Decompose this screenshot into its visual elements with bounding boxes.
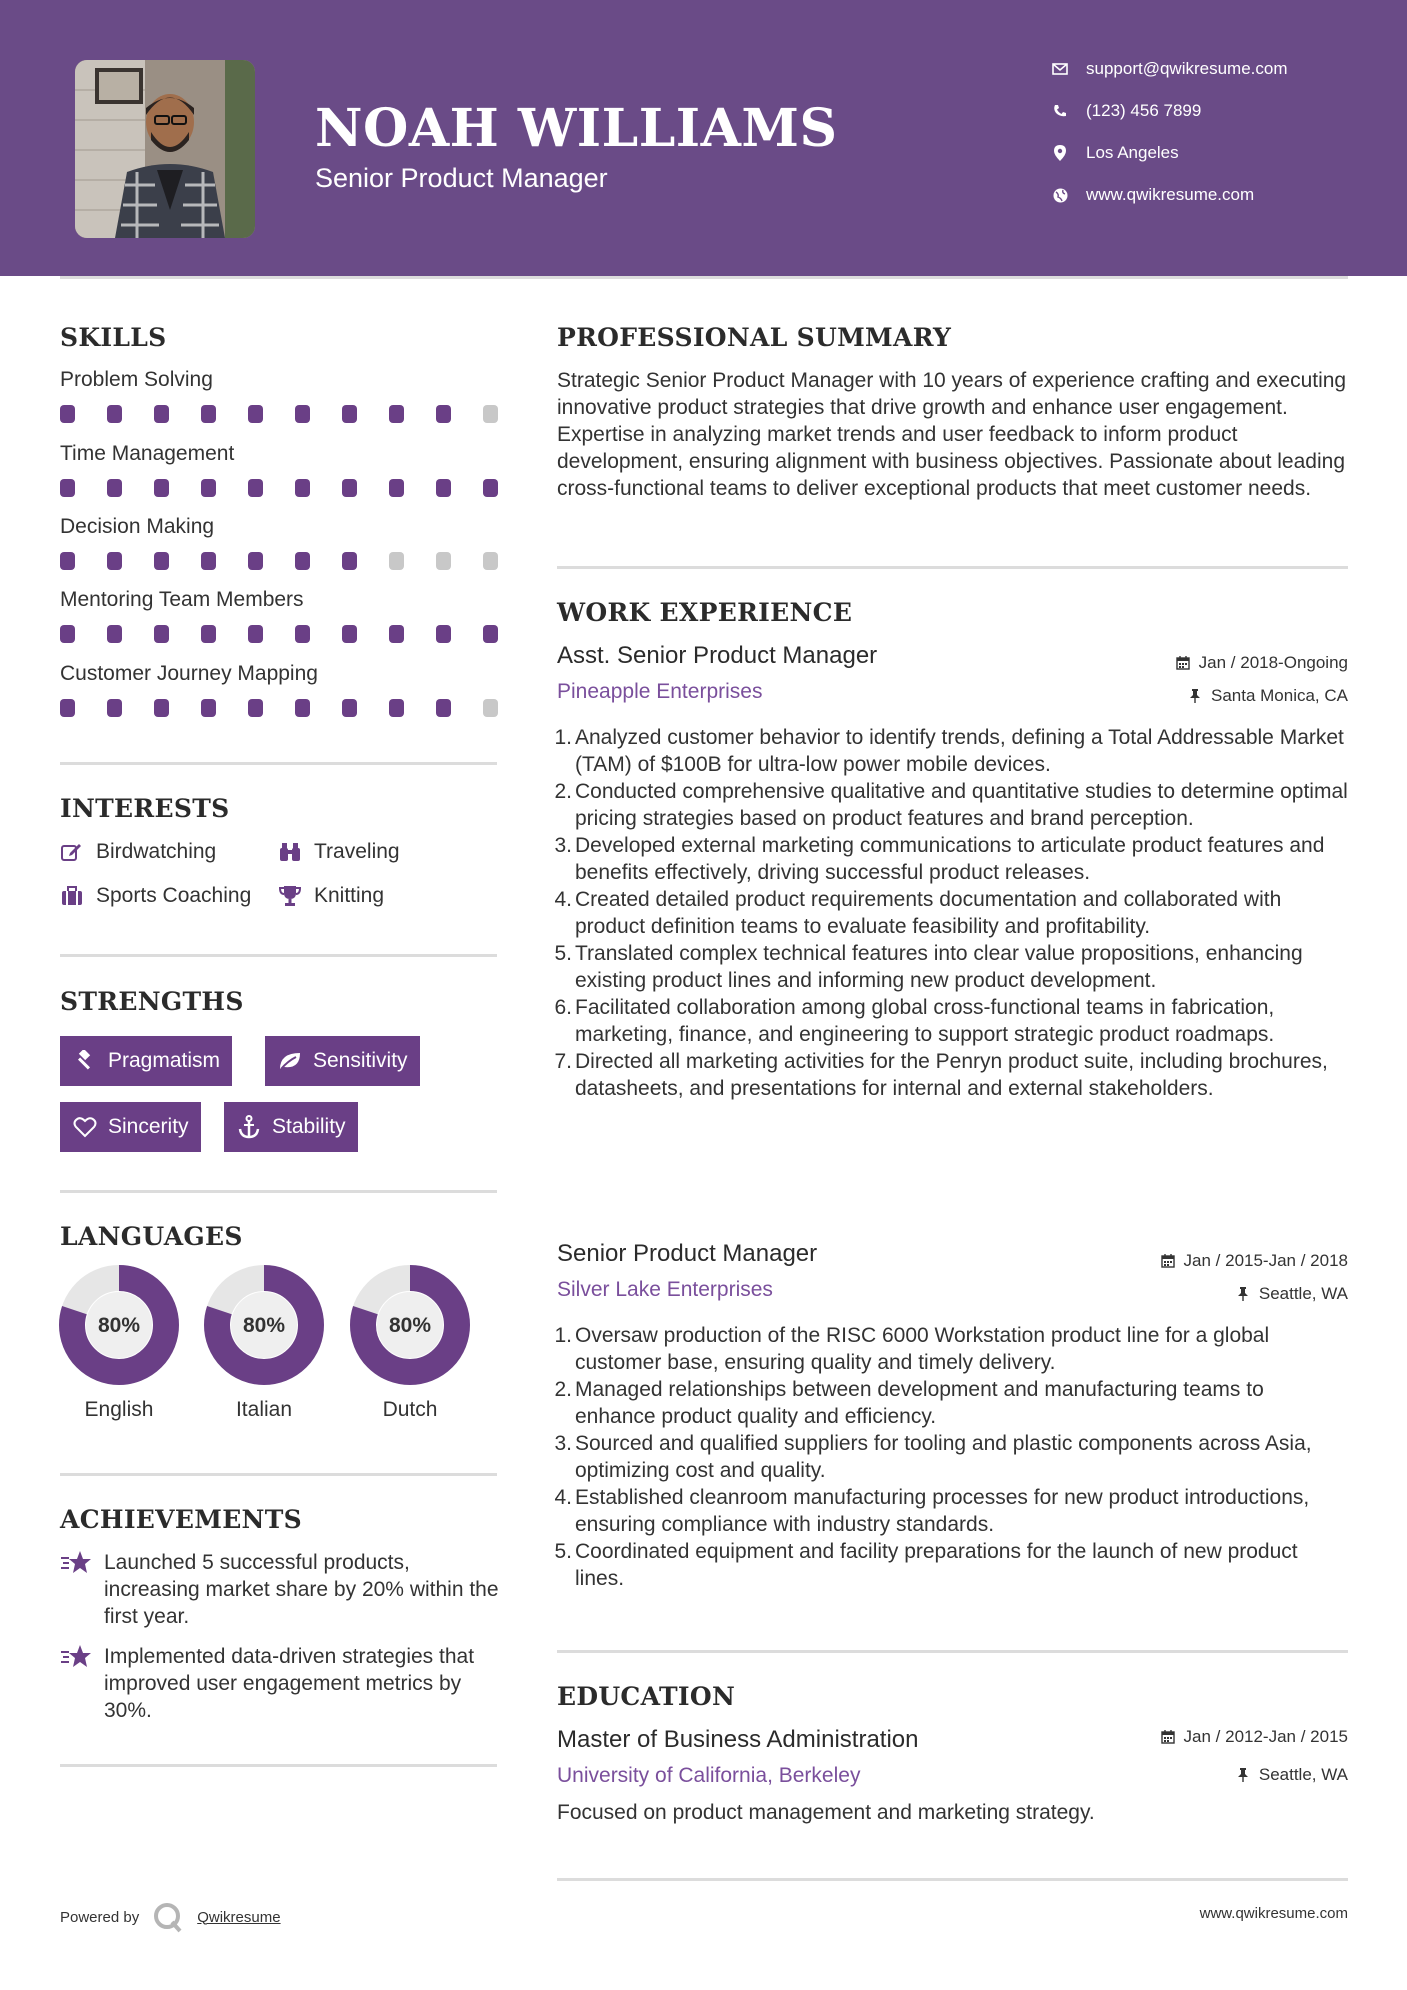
skill-dot bbox=[154, 699, 169, 717]
section-divider bbox=[557, 566, 1348, 569]
skill-dot bbox=[436, 479, 451, 497]
skill-dot bbox=[107, 479, 122, 497]
language-percent: 80% bbox=[97, 1314, 141, 1337]
job-title: Asst. Senior Product Manager bbox=[557, 642, 878, 669]
interest-item bbox=[278, 838, 400, 866]
skill-dot bbox=[436, 552, 451, 570]
job-bullets bbox=[550, 724, 1350, 1102]
contact-website-text: www.qwikresume.com bbox=[1086, 185, 1255, 204]
strength-label: Sincerity bbox=[108, 1115, 189, 1138]
bullet-text: Translated complex technical features into clear value propositions, enhancing existing product lines and informing new product development. bbox=[575, 942, 1303, 992]
language-item bbox=[58, 1264, 180, 1422]
skill-dot bbox=[60, 552, 75, 570]
job-location-text: Santa Monica, CA bbox=[1210, 686, 1348, 705]
skill-dot bbox=[295, 552, 310, 570]
powered-by-text: Powered by bbox=[60, 1908, 140, 1926]
achievement-item bbox=[60, 1549, 500, 1630]
bullet-text: Directed all marketing activities for the Penryn product suite, including brochures, datasheets, and presentations for internal and external stakeholders. bbox=[575, 1050, 1328, 1100]
summary-title: PROFESSIONAL SUMMARY bbox=[557, 323, 952, 352]
interest-item bbox=[60, 882, 251, 910]
bullet-number: 4. bbox=[554, 888, 572, 911]
pin-icon bbox=[1235, 1767, 1251, 1783]
skill-dot bbox=[342, 552, 357, 570]
skill-dot bbox=[154, 405, 169, 423]
contact-phone[interactable] bbox=[1050, 96, 1380, 126]
education-location bbox=[1235, 1765, 1348, 1785]
section-divider bbox=[60, 1764, 497, 1767]
footer-url[interactable]: www.qwikresume.com bbox=[1199, 1905, 1348, 1922]
skill-rating bbox=[60, 625, 500, 643]
briefcase-icon bbox=[60, 884, 84, 908]
skill-dot bbox=[436, 699, 451, 717]
map-marker-icon bbox=[1050, 143, 1070, 163]
skill-dot bbox=[154, 625, 169, 643]
bullet-number: 1. bbox=[554, 1324, 572, 1347]
language-item bbox=[203, 1264, 325, 1422]
bullet-text: Conducted comprehensive qualitative and quantitative studies to determine optimal pricing strategies based on product features and brand perception. bbox=[575, 780, 1348, 830]
edit-icon bbox=[60, 840, 84, 864]
bullet-number: 2. bbox=[554, 780, 572, 803]
job-bullet bbox=[550, 886, 1350, 940]
bullet-text: Analyzed customer behavior to identify trends, defining a Total Addressable Market (TAM) of $100B for ultra-low power mobile devices. bbox=[575, 726, 1344, 776]
strength-tag bbox=[265, 1036, 420, 1086]
education-title: EDUCATION bbox=[557, 1682, 736, 1711]
skill-dot bbox=[201, 479, 216, 497]
skill-dot bbox=[483, 552, 498, 570]
bullet-text: Coordinated equipment and facility preparations for the launch of new product lines. bbox=[575, 1540, 1298, 1590]
skill-dot bbox=[201, 699, 216, 717]
skill-dot bbox=[248, 552, 263, 570]
skill-dot bbox=[389, 625, 404, 643]
education-degree: Master of Business Administration bbox=[557, 1726, 919, 1753]
job-date bbox=[1175, 653, 1348, 673]
skill-rating bbox=[60, 405, 500, 423]
qwikresume-link[interactable]: Qwikresume bbox=[197, 1908, 281, 1926]
language-progress-ring bbox=[203, 1264, 325, 1386]
skill-dot bbox=[107, 625, 122, 643]
skill-dot bbox=[389, 479, 404, 497]
skill-dot bbox=[248, 625, 263, 643]
envelope-icon bbox=[1050, 59, 1070, 79]
skill-label: Problem Solving bbox=[60, 368, 213, 391]
skill-dot bbox=[107, 405, 122, 423]
achievement-text: Implemented data-driven strategies that improved user engagement metrics by 30%. bbox=[104, 1645, 475, 1722]
skill-dot bbox=[248, 479, 263, 497]
skill-dot bbox=[154, 552, 169, 570]
job-location bbox=[1235, 1284, 1348, 1304]
calendar-icon bbox=[1175, 655, 1191, 671]
skill-dot bbox=[389, 405, 404, 423]
bullet-number: 1. bbox=[554, 726, 572, 749]
skill-rating bbox=[60, 699, 500, 717]
skill-dot bbox=[60, 405, 75, 423]
bullet-text: Developed external marketing communications to articulate product features and benefits effectively, driving successful product releases. bbox=[575, 834, 1325, 884]
calendar-icon bbox=[1160, 1253, 1176, 1269]
skill-dot bbox=[107, 699, 122, 717]
skill-dot bbox=[483, 699, 498, 717]
education-description: Focused on product management and marketing strategy. bbox=[557, 1801, 1095, 1824]
section-divider bbox=[557, 1650, 1348, 1653]
skill-dot bbox=[295, 699, 310, 717]
skill-dot bbox=[201, 552, 216, 570]
skill-dot bbox=[295, 479, 310, 497]
skill-dot bbox=[342, 405, 357, 423]
job-company: Pineapple Enterprises bbox=[557, 680, 763, 703]
skill-dot bbox=[60, 479, 75, 497]
pin-icon bbox=[1187, 688, 1203, 704]
education-school: University of California, Berkeley bbox=[557, 1764, 861, 1787]
language-percent: 80% bbox=[388, 1314, 432, 1337]
trophy-icon bbox=[278, 884, 302, 908]
candidate-name: NOAH WILLIAMS bbox=[315, 98, 838, 159]
bullet-number: 6. bbox=[554, 996, 572, 1019]
skill-dot bbox=[389, 699, 404, 717]
skill-dot bbox=[483, 625, 498, 643]
skills-title: SKILLS bbox=[60, 323, 167, 352]
strength-tag bbox=[60, 1102, 201, 1152]
job-bullet bbox=[550, 1322, 1350, 1376]
job-title: Senior Product Manager bbox=[557, 1240, 818, 1267]
skill-dot bbox=[436, 405, 451, 423]
globe-icon bbox=[1050, 185, 1070, 205]
job-bullet bbox=[550, 724, 1350, 778]
contact-website[interactable] bbox=[1050, 180, 1380, 210]
profile-photo bbox=[75, 60, 255, 238]
job-bullet bbox=[550, 1048, 1350, 1102]
language-label: English bbox=[84, 1398, 154, 1421]
interest-item bbox=[278, 882, 384, 910]
bullet-text: Oversaw production of the RISC 6000 Workstation product line for a global customer base, ensuring quality and timely delivery. bbox=[575, 1324, 1270, 1374]
skill-dot bbox=[436, 625, 451, 643]
anchor-icon bbox=[236, 1114, 262, 1140]
job-company: Silver Lake Enterprises bbox=[557, 1278, 773, 1301]
languages-title: LANGUAGES bbox=[60, 1222, 243, 1251]
skill-dot bbox=[107, 552, 122, 570]
education-date-text: Jan / 2012-Jan / 2015 bbox=[1183, 1727, 1348, 1746]
bullet-text: Facilitated collaboration among global cross-functional teams in fabrication, marketing, finance, and engineering to support strategic product roadmaps. bbox=[575, 996, 1275, 1046]
contact-phone-text: (123) 456 7899 bbox=[1086, 101, 1202, 120]
job-bullet bbox=[550, 778, 1350, 832]
skill-label: Customer Journey Mapping bbox=[60, 662, 318, 685]
summary-text: Strategic Senior Product Manager with 10 years of experience crafting and executing innovative product strategies that drive growth and enhance user engagement. Expertise in analyzing market trends and user feedback to inform product development, ensuring alignment with business objectives. Passionate about leading cross-functional teams to deliver exceptional products that meet customer needs. bbox=[557, 369, 1347, 500]
interest-label: Knitting bbox=[314, 884, 385, 907]
leaf-icon bbox=[277, 1048, 303, 1074]
section-divider bbox=[60, 762, 497, 765]
language-progress-ring bbox=[349, 1264, 471, 1386]
skill-dot bbox=[248, 405, 263, 423]
skill-rating bbox=[60, 479, 500, 497]
job-bullet bbox=[550, 1538, 1350, 1592]
gavel-icon bbox=[72, 1048, 98, 1074]
section-divider bbox=[60, 1190, 497, 1193]
section-divider bbox=[557, 1878, 1348, 1881]
skill-dot bbox=[60, 699, 75, 717]
contact-location-text: Los Angeles bbox=[1086, 143, 1179, 162]
language-percent: 80% bbox=[242, 1314, 286, 1337]
job-bullets bbox=[550, 1322, 1350, 1592]
job-location bbox=[1187, 686, 1348, 706]
skill-label: Mentoring Team Members bbox=[60, 588, 304, 611]
calendar-icon bbox=[1160, 1729, 1176, 1745]
phone-icon bbox=[1050, 101, 1070, 121]
skill-dot bbox=[483, 405, 498, 423]
job-bullet bbox=[550, 1430, 1350, 1484]
achievement-item bbox=[60, 1643, 500, 1724]
language-label: Dutch bbox=[382, 1398, 438, 1421]
strength-label: Pragmatism bbox=[108, 1049, 221, 1072]
skill-dot bbox=[201, 625, 216, 643]
skill-dot bbox=[295, 625, 310, 643]
skill-dot bbox=[295, 405, 310, 423]
bullet-text: Managed relationships between development and manufacturing teams to enhance product quality and efficiency. bbox=[575, 1378, 1264, 1428]
interest-label: Birdwatching bbox=[96, 840, 217, 863]
job-bullet bbox=[550, 832, 1350, 886]
section-divider bbox=[60, 954, 497, 957]
contact-email-text: support@qwikresume.com bbox=[1086, 59, 1288, 78]
bullet-number: 5. bbox=[554, 942, 572, 965]
star-icon bbox=[60, 1549, 92, 1577]
interest-label: Traveling bbox=[314, 840, 400, 863]
bullet-number: 7. bbox=[554, 1050, 572, 1073]
bullet-number: 3. bbox=[554, 1432, 572, 1455]
skill-label: Time Management bbox=[60, 442, 235, 465]
language-item bbox=[349, 1264, 471, 1422]
bullet-number: 3. bbox=[554, 834, 572, 857]
achievements-title: ACHIEVEMENTS bbox=[60, 1505, 302, 1534]
job-date-text: Jan / 2015-Jan / 2018 bbox=[1183, 1251, 1348, 1270]
header-banner bbox=[0, 0, 1407, 276]
strength-tag bbox=[60, 1036, 232, 1086]
job-date bbox=[1160, 1251, 1348, 1271]
skill-dot bbox=[342, 625, 357, 643]
star-icon bbox=[60, 1643, 92, 1671]
heart-icon bbox=[72, 1114, 98, 1140]
skill-dot bbox=[201, 405, 216, 423]
bullet-text: Sourced and qualified suppliers for tooling and plastic components across Asia, optimizing cost and quality. bbox=[575, 1432, 1312, 1482]
skill-dot bbox=[342, 699, 357, 717]
skill-label: Decision Making bbox=[60, 515, 215, 538]
qwikresume-logo-icon bbox=[151, 1900, 185, 1934]
pin-icon bbox=[1235, 1286, 1251, 1302]
bullet-number: 2. bbox=[554, 1378, 572, 1401]
language-label: Italian bbox=[235, 1398, 293, 1421]
experience-title: WORK EXPERIENCE bbox=[557, 598, 853, 627]
achievement-text: Launched 5 successful products, increasing market share by 20% within the first year. bbox=[104, 1551, 499, 1628]
bullet-text: Established cleanroom manufacturing processes for new product introductions, ensuring compliance with industry standards. bbox=[575, 1486, 1310, 1536]
job-bullet bbox=[550, 1376, 1350, 1430]
job-date-text: Jan / 2018-Ongoing bbox=[1198, 653, 1348, 672]
job-location-text: Seattle, WA bbox=[1258, 1284, 1348, 1303]
section-divider bbox=[60, 1473, 497, 1476]
job-bullet bbox=[550, 940, 1350, 994]
skill-dot bbox=[154, 479, 169, 497]
strength-tag bbox=[224, 1102, 358, 1152]
skill-dot bbox=[483, 479, 498, 497]
header-divider bbox=[60, 276, 1348, 279]
education-location-text: Seattle, WA bbox=[1258, 1765, 1348, 1784]
strength-label: Stability bbox=[272, 1115, 346, 1138]
interest-item bbox=[60, 838, 216, 866]
contact-location bbox=[1050, 138, 1380, 168]
footer-powered-by bbox=[60, 1900, 281, 1934]
skill-dot bbox=[389, 552, 404, 570]
bullet-number: 4. bbox=[554, 1486, 572, 1509]
contact-email[interactable] bbox=[1050, 54, 1380, 84]
candidate-role: Senior Product Manager bbox=[315, 163, 608, 193]
skill-rating bbox=[60, 552, 500, 570]
skill-dot bbox=[248, 699, 263, 717]
job-bullet bbox=[550, 994, 1350, 1048]
language-progress-ring bbox=[58, 1264, 180, 1386]
skill-dot bbox=[60, 625, 75, 643]
binoculars-icon bbox=[278, 840, 302, 864]
bullet-text: Created detailed product requirements documentation and collaborated with product definition teams to evaluate feasibility and profitability. bbox=[575, 888, 1282, 938]
skill-dot bbox=[342, 479, 357, 497]
education-date bbox=[1160, 1727, 1348, 1747]
interest-label: Sports Coaching bbox=[96, 884, 252, 907]
interests-title: INTERESTS bbox=[60, 794, 230, 823]
strength-label: Sensitivity bbox=[313, 1049, 408, 1072]
job-bullet bbox=[550, 1484, 1350, 1538]
bullet-number: 5. bbox=[554, 1540, 572, 1563]
strengths-title: STRENGTHS bbox=[60, 987, 244, 1016]
